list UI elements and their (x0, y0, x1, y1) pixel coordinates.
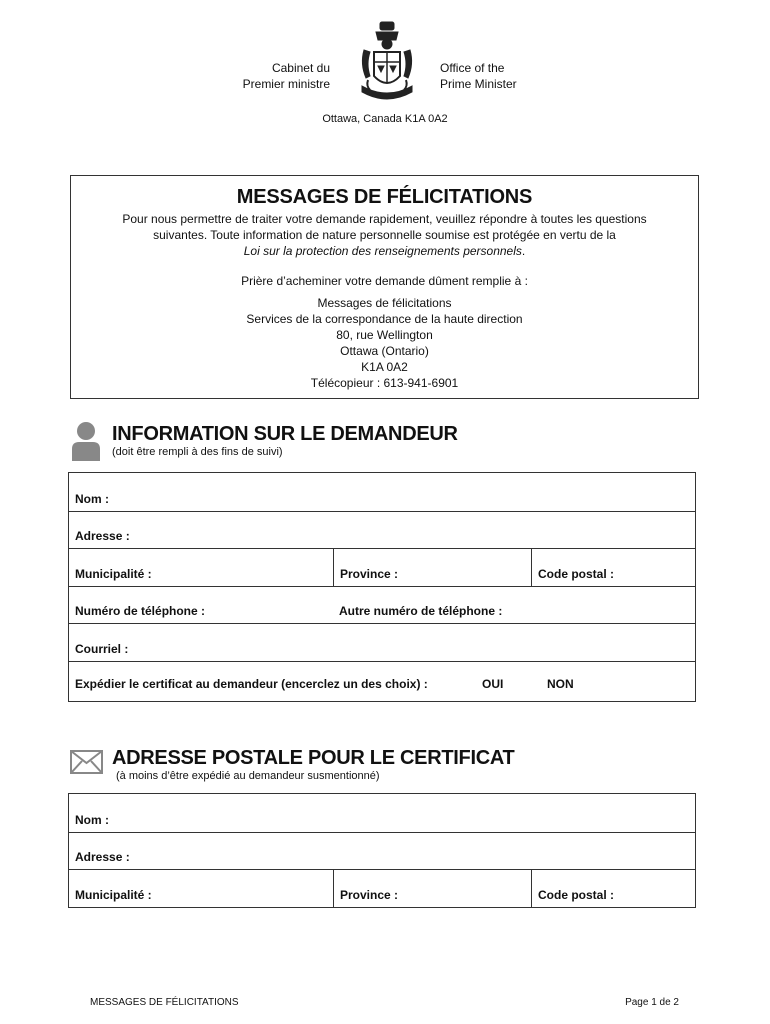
privacy-act-name: Loi sur la protection des renseignements personnels (243, 244, 522, 258)
requester-section-title: INFORMATION SUR LE DEMANDEUR (112, 423, 458, 445)
requester-address-row[interactable] (69, 511, 695, 549)
ship-no-option[interactable]: NON (547, 676, 574, 691)
requester-name-row[interactable] (69, 473, 695, 511)
coat-of-arms-icon (356, 20, 418, 108)
requester-postal-code-label: Code postal : (538, 566, 615, 581)
ship-yes-option[interactable]: OUI (482, 676, 504, 691)
requester-municipality-field[interactable] (69, 549, 333, 586)
form-title: MESSAGES DE FÉLICITATIONS (236, 186, 533, 208)
requester-city-row (69, 548, 695, 586)
requester-address-label: Adresse : (75, 529, 130, 543)
mailing-province-field[interactable] (333, 870, 531, 907)
mailing-address-row[interactable] (69, 832, 695, 870)
office-name-fr-line1: Cabinet du (271, 61, 330, 75)
mailing-address-label: Adresse : (75, 850, 130, 864)
office-name-en-line1: Office of the (440, 61, 505, 75)
intro-line-3-end: . (521, 244, 526, 258)
requester-phone-label: Numéro de téléphone : (75, 604, 206, 618)
requester-email-label: Courriel : (75, 641, 129, 656)
mailing-address-block (71, 295, 698, 391)
requester-phone-field[interactable] (69, 587, 333, 624)
address-line-3: 80, rue Wellington (336, 328, 433, 342)
footer-title: MESSAGES DE FÉLICITATIONS (90, 997, 239, 1008)
office-name-en-line2: Prime Minister (440, 77, 517, 91)
fax-number: Télécopieur : 613-941-6901 (310, 376, 459, 390)
requester-province-field[interactable] (333, 549, 531, 586)
intro-line-2: suivantes. Toute information de nature personnelle soumise est protégée en vertu de la (153, 228, 616, 242)
mailing-section-subtitle: (à moins d’être expédié au demandeur susmentionné) (116, 770, 380, 782)
send-to-text: Prière d’acheminer votre demande dûment remplie à : (241, 274, 528, 288)
address-line-1: Messages de félicitations (317, 296, 452, 310)
envelope-icon (70, 750, 103, 774)
ship-certificate-row (69, 661, 695, 701)
requester-form (68, 472, 696, 702)
mailing-postal-code-field[interactable] (531, 870, 695, 907)
requester-section-subtitle: (doit être rempli à des fins de suivi) (112, 446, 283, 458)
requester-alt-phone-field[interactable] (333, 587, 695, 624)
requester-postal-code-field[interactable] (531, 549, 695, 586)
mailing-name-label: Nom : (75, 812, 109, 827)
person-icon (71, 421, 101, 461)
requester-province-label: Province : (340, 566, 399, 581)
intro-line-3 (71, 243, 698, 259)
requester-municipality-label: Municipalité : (75, 566, 152, 581)
page-number: Page 1 de 2 (625, 997, 679, 1008)
requester-name-label: Nom : (75, 491, 109, 506)
address-line-4: Ottawa (Ontario) (340, 344, 429, 358)
office-name-fr (243, 60, 330, 92)
mailing-postal-code-label: Code postal : (538, 887, 615, 902)
mailing-province-label: Province : (340, 887, 399, 902)
office-name-en (440, 60, 517, 92)
intro-box (70, 175, 699, 399)
mailing-municipality-label: Municipalité : (75, 887, 152, 902)
requester-phone-row (69, 586, 695, 624)
ship-certificate-label: Expédier le certificat au demandeur (encerclez un des choix) : (75, 676, 428, 691)
requester-email-row[interactable] (69, 623, 695, 661)
address-line-2: Services de la correspondance de la haute direction (246, 312, 523, 326)
office-address: Ottawa, Canada K1A 0A2 (322, 113, 448, 125)
mailing-name-row[interactable] (69, 794, 695, 832)
requester-alt-phone-label: Autre numéro de téléphone : (339, 604, 503, 618)
intro-text (71, 211, 698, 289)
mailing-municipality-field[interactable] (69, 870, 333, 907)
mailing-city-row (69, 869, 695, 907)
mailing-section-title: ADRESSE POSTALE POUR LE CERTIFICAT (112, 747, 515, 769)
office-name-fr-line2: Premier ministre (242, 77, 330, 91)
intro-line-1: Pour nous permettre de traiter votre demande rapidement, veuillez répondre à toutes les questions (122, 212, 647, 226)
address-line-5: K1A 0A2 (361, 360, 408, 374)
mailing-form (68, 793, 696, 908)
